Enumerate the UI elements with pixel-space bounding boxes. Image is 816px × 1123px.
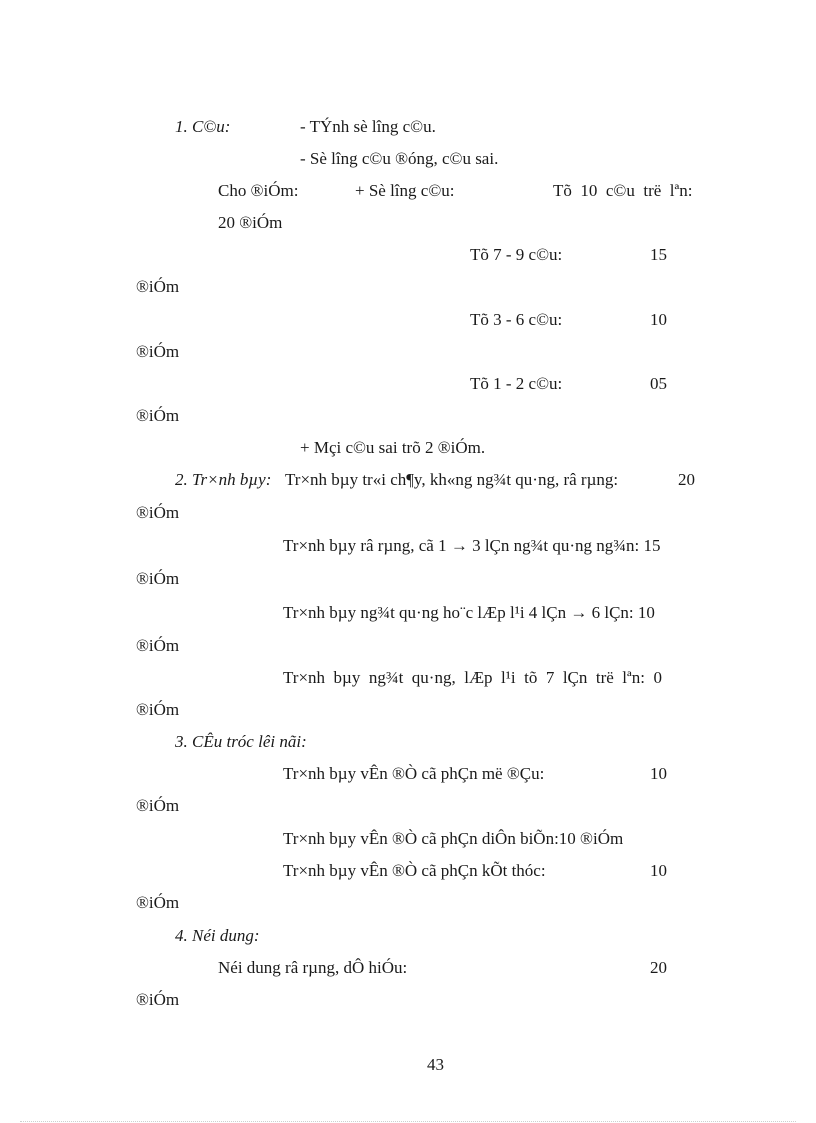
s3-value-10b: 10 <box>650 861 667 880</box>
s3-diem-3: ®iÓm <box>136 893 180 912</box>
section-3-heading: 3. CÊu tróc lêi nãi: <box>175 732 307 751</box>
s1-diem-1: ®iÓm <box>136 277 180 296</box>
section-4-heading: 4. Néi dung: <box>175 926 260 945</box>
s3-line-2: Tr×nh bµy vÊn ®Ò cã phÇn diÔn biÕn:10 ®iÓm <box>283 829 624 848</box>
s1-value-05: 05 <box>650 374 667 393</box>
s1-value-10: 10 <box>650 310 667 329</box>
s1-diem-3: ®iÓm <box>136 406 180 425</box>
s1-from-3-6: Tõ 3 - 6 c©u: <box>470 310 563 329</box>
s1-line-b: - Sè lîng c©u ®óng, c©u sai. <box>300 149 499 168</box>
s4-diem-1: ®iÓm <box>136 990 180 1009</box>
s1-points-20: 20 ®iÓm <box>218 213 283 232</box>
page-bottom-divider <box>20 1121 796 1122</box>
s2-value-20: 20 <box>678 470 695 489</box>
s2-diem-4: ®iÓm <box>136 700 180 719</box>
s2-line-2: Tr×nh bµy râ rµng, cã 1 → 3 lÇn ng¾t qu·ng ng¾n: 15 <box>283 536 661 555</box>
s3-value-10a: 10 <box>650 764 667 783</box>
s1-cho-label: Cho ®iÓm: <box>218 181 299 200</box>
s3-diem-1: ®iÓm <box>136 796 180 815</box>
s2-line-3: Tr×nh bµy ng¾t qu·ng ho¨c lÆp l¹i 4 lÇn → 6 lÇn: 10 <box>283 603 655 622</box>
s2-diem-3: ®iÓm <box>136 636 180 655</box>
s4-line-1: Néi dung râ rµng, dÔ hiÓu: <box>218 958 408 977</box>
s3-line-3: Tr×nh bµy vÊn ®Ò cã phÇn kÕt thóc: <box>283 861 546 880</box>
s3-line-1: Tr×nh bµy vÊn ®Ò cã phÇn më ®Çu: <box>283 764 545 783</box>
s1-cho-criteria: + Sè lîng c©u: <box>355 181 455 200</box>
s1-from-7-9: Tõ 7 - 9 c©u: <box>470 245 563 264</box>
s1-from-1-2: Tõ 1 - 2 c©u: <box>470 374 563 393</box>
s1-value-15: 15 <box>650 245 667 264</box>
s1-each-wrong: + Mçi c©u sai trõ 2 ®iÓm. <box>300 438 486 457</box>
s1-diem-2: ®iÓm <box>136 342 180 361</box>
s2-diem-1: ®iÓm <box>136 503 180 522</box>
s2-diem-2: ®iÓm <box>136 569 180 588</box>
section-1-heading: 1. C©u: <box>175 117 231 136</box>
s4-value-20: 20 <box>650 958 667 977</box>
s2-line-1: Tr×nh bµy tr«i ch¶y, kh«ng ng¾t qu·ng, râ rµng: <box>285 470 619 489</box>
section-2-heading: 2. Tr×nh bµy: <box>175 470 272 489</box>
s1-line-a: - TÝnh sè lîng c©u. <box>300 117 436 136</box>
page-number: 43 <box>427 1055 444 1074</box>
s2-line-4: Tr×nh bµy ng¾t qu·ng, lÆp l¹i tõ 7 lÇn trë lªn: 0 <box>283 668 662 687</box>
s1-from-10: Tõ 10 c©u trë lªn: <box>553 181 693 200</box>
